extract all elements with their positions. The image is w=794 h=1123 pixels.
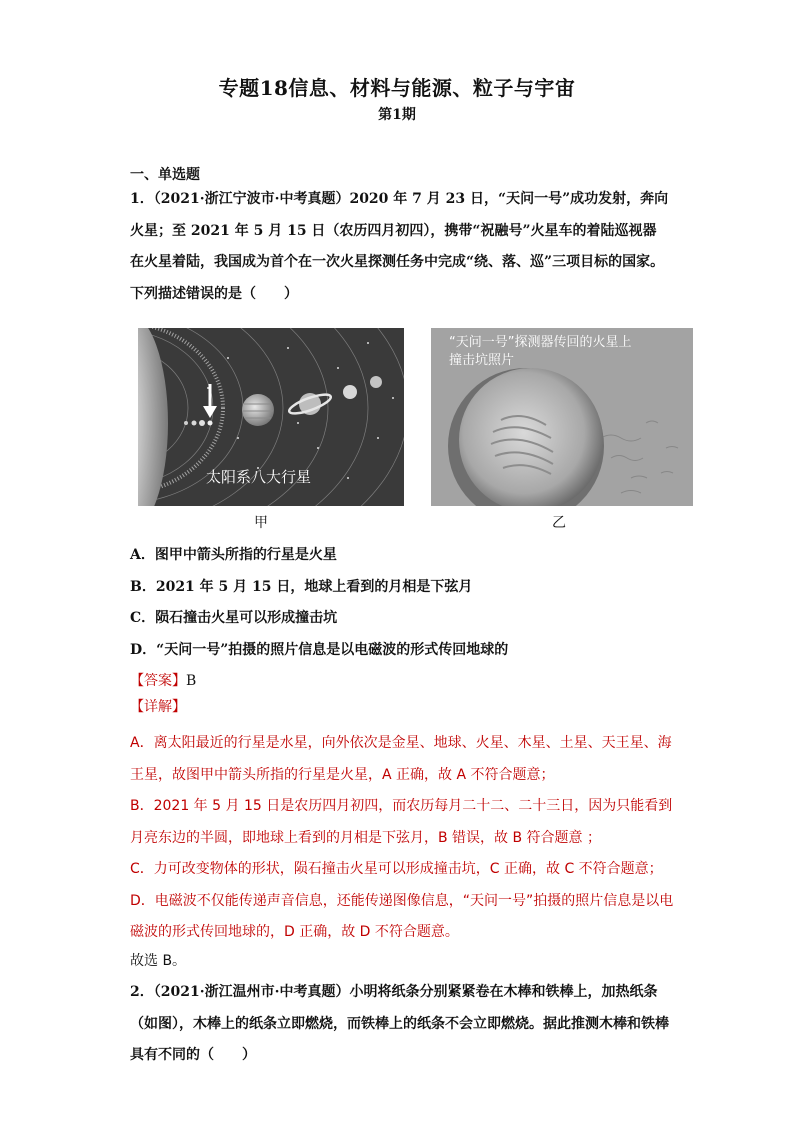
crater-label-line1: “天问一号”探测器传回的火星上	[449, 335, 632, 350]
section-heading: 一、单选题	[130, 167, 200, 183]
figure-b-caption: 乙	[552, 515, 566, 531]
answer-value: B	[186, 673, 197, 689]
detail-label: 【详解】	[130, 699, 186, 715]
option-c: C．陨石撞击火星可以形成撞击坑	[130, 610, 338, 626]
issue-label: 第1期	[378, 107, 416, 123]
option-a: A．图甲中箭头所指的行星是火星	[130, 547, 337, 563]
solar-system-label: 太阳系八大行星	[206, 468, 312, 486]
page-title: 专题18信息、材料与能源、粒子与宇宙	[218, 76, 576, 100]
conclusion: 故选 B。	[130, 953, 187, 969]
question-1-figures	[138, 328, 698, 531]
question-2-text: 2．（2021·浙江温州市·中考真题）小明将纸条分别紧紧卷在木棒和铁棒上，加热纸条（如图），木棒上的纸条立即燃烧，而铁棒上的纸条不会立即燃烧。据此推测木棒和铁棒具有不同的（ ）	[130, 984, 669, 1063]
solar-system-image	[138, 328, 404, 506]
explanation-d: D．电磁波不仅能传递声音信息，还能传递图像信息，“天问一号”拍摄的照片信息是以电磁波的形式传回地球的，D 正确，故 D 不符合题意。	[130, 892, 674, 940]
explanation-c: C．力可改变物体的形状，陨石撞击火星可以形成撞击坑，C 正确，故 C 不符合题意；	[130, 861, 663, 877]
explanation-b: B．2021 年 5 月 15 日是农历四月初四，而农历每月二十二、二十三日，因为只能看到月亮东边的半圆，即地球上看到的月相是下弦月，B 错误，故 B 符合题意 ；	[130, 798, 673, 846]
option-b: B．2021 年 5 月 15 日，地球上看到的月相是下弦月	[130, 578, 473, 595]
question-1-options	[130, 540, 508, 666]
mars-crater-image	[431, 328, 693, 506]
answer-line	[130, 667, 196, 695]
crater-label-line2: 撞击坑照片	[449, 353, 515, 368]
figure-a-caption: 甲	[254, 515, 268, 531]
answer-label: 【答案】	[130, 673, 186, 689]
explanation-a: A．离太阳最近的行星是水星，向外依次是金星、地球、火星、木星、土星、天王星、海王星，故图甲中箭头所指的行星是火星，A 正确，故 A 不符合题意；	[130, 735, 672, 783]
explanation	[130, 728, 678, 949]
option-d: D．“天问一号”拍摄的照片信息是以电磁波的形式传回地球的	[130, 641, 509, 658]
question-1-text: 1．（2021·浙江宁波市·中考真题）2020 年 7 月 23 日，“天问一号”成功发射，奔向火星；至 2021 年 5 月 15 日（农历四月初四），携带“祝融号”火星车的着陆巡视器在火星着陆，我国成为首个在一次火星探测任务中完成“绕、落、巡”三项目标的国家。下列描述错误的是（ ）	[130, 191, 669, 302]
